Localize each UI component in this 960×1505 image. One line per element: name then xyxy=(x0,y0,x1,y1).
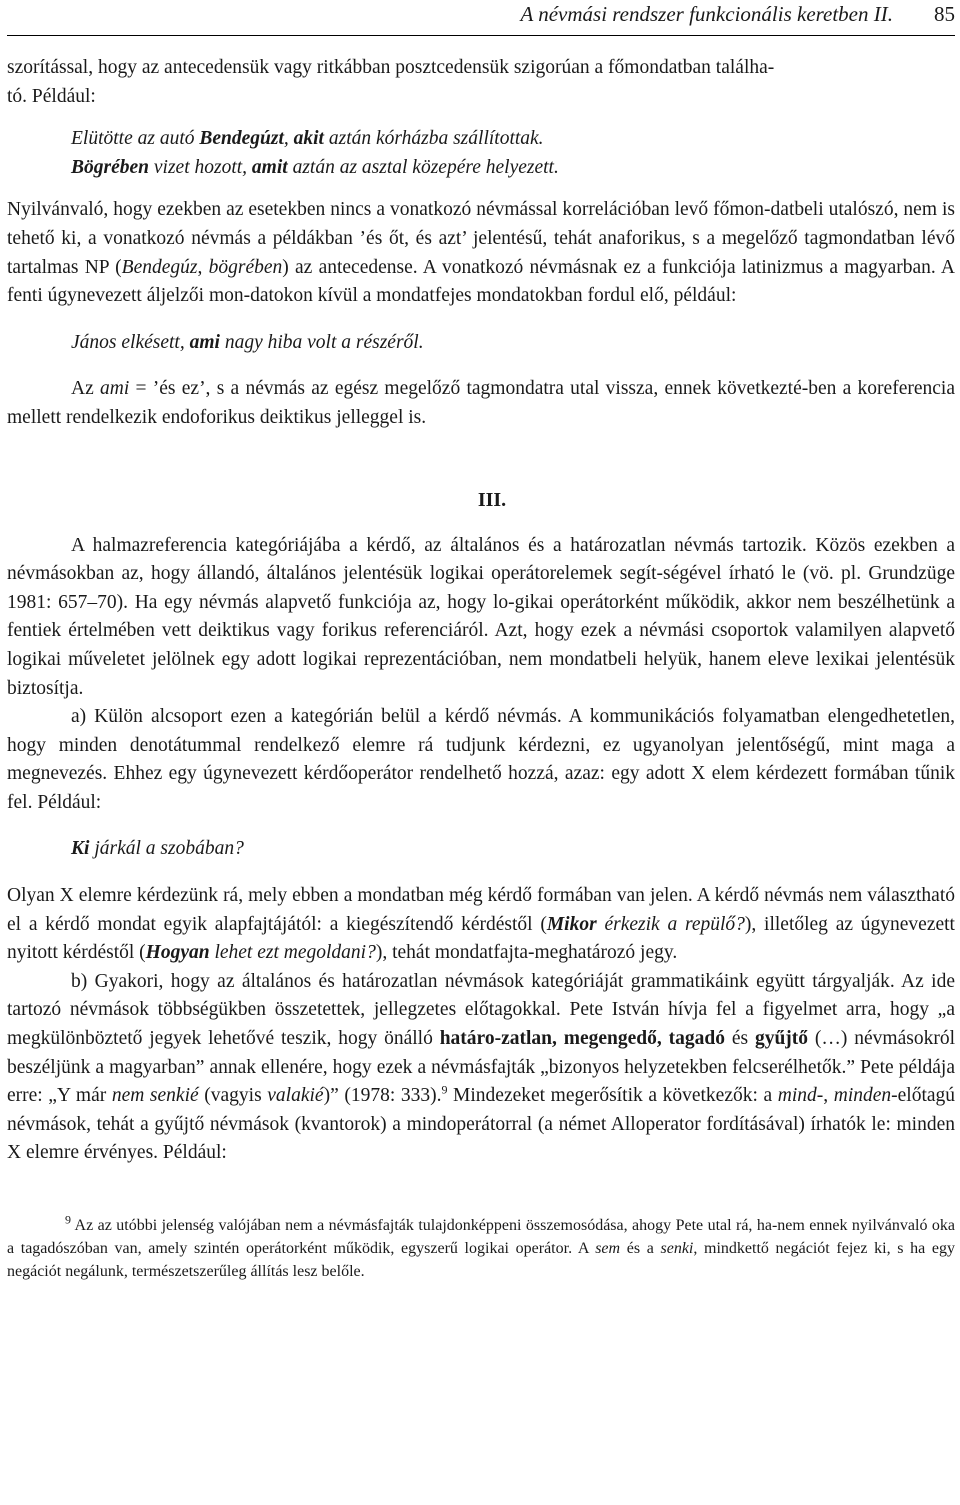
bold-text: amit xyxy=(251,156,288,178)
bold-italic-text: Mikor xyxy=(546,913,597,935)
paragraph-5: a) Külön alcsoport ezen a kategórián belül a kérdő névmás. A kommunikációs folyamatban elengedhetetlen, hogy minden denotátummal rendelkező elemre rá tudjunk kérdezni, ez ugyanolyan jelentőségű, mint maga a megnevezés. Ehhez egy úgynevezett kérdőoperátor rendelhető hozzá, azaz: egy adott X elem kérdezett formában tűnik fel. Például: xyxy=(7,706,955,813)
footnote-text xyxy=(7,1214,955,1283)
paragraph-continuation xyxy=(7,54,955,111)
text: előtagú névmások, tehát a gyűjtő névmások (kvantorok) a mindoperátorral (a német Alloperator fordításával) írhatók le: minden X elemre érvényes. Például: xyxy=(7,1085,956,1164)
text: és xyxy=(724,1028,755,1050)
footnote xyxy=(7,1214,955,1283)
text: Az az utóbbi jelenség valójában nem a névmásfajták tulajdonképpeni összemosódása, ahogy Pete utal rá, ha-nem ennek nyilvánvaló oka a tagadószóban van, amely szintén operátorként működik, egyszerű logikai operátor. A xyxy=(7,1217,955,1257)
paragraph-7 xyxy=(7,968,955,1168)
italic-text: valakié xyxy=(267,1085,324,1107)
text: , xyxy=(283,128,294,150)
text: Nyilvánvaló, hogy ezekben az esetekben nincs a vonatkozó névmással korrelációban levő főmon-datbeli utalószó, nem is tehető ki, a vonatkozó névmás a példákban ’és őt, és azt’ jelentésű, tehát anaforikus, s a megelőző tagmondatban lévő tartalmas NP ( xyxy=(7,199,955,278)
text: Elütötte az autó xyxy=(71,128,200,150)
text: b) Gyakori, hogy az általános és határozatlan névmások kategóriáját grammatikáink együtt tárgyalják. Az ide tartozó névmások többségükben összetettek, jellegzetes előtagokkal. Pete István hívja fel a figyelmet arra, hogy „a megkülönböztető jegyek lehetővé teszik, hogy önálló xyxy=(7,970,955,1050)
bold-text: Bögrében xyxy=(71,156,149,178)
italic-text: lehet ezt megoldani? xyxy=(209,942,376,964)
section-heading: III. xyxy=(477,488,507,511)
text: , xyxy=(823,1085,834,1107)
text: , xyxy=(197,256,209,278)
italic-text: érkezik a repülő? xyxy=(596,913,745,935)
bold-text: ami xyxy=(189,331,220,353)
paragraph-2 xyxy=(7,196,955,310)
text: Olyan X elemre kérdezünk rá, mely ebben a mondatban még kérdő formában van jelen. A kérdő névmás nem választható el a kérdő mondat egyik alapfajtájától: a kiegészítendő kérdéstől ( xyxy=(7,885,955,935)
paragraph-3 xyxy=(7,375,955,432)
example-2 xyxy=(71,154,955,183)
text: nagy hiba volt a részéről. xyxy=(219,331,424,353)
text: járkál a szobában? xyxy=(89,838,244,860)
text: aztán az asztal közepére helyezett. xyxy=(287,156,559,178)
bold-text: határo-zatlan, megengedő, tagadó xyxy=(439,1028,725,1050)
italic-text: Bendegúz xyxy=(121,256,198,278)
example-4 xyxy=(71,835,955,864)
italic-text: ami xyxy=(100,378,130,400)
text: és a xyxy=(620,1240,661,1257)
header-title: A névmási rendszer funkcionális keretben II. xyxy=(520,2,893,26)
p1-line2: tó. Például: xyxy=(7,85,96,107)
p1-line1: szorítással, hogy az antecedensük vagy ritkábban posztcedensük szigorúan a főmondatban találha- xyxy=(7,57,775,78)
example-1 xyxy=(71,125,955,154)
text: ), illetőleg az úgynevezett nyitott kérdéstől ( xyxy=(7,913,955,964)
document-page xyxy=(7,0,955,1283)
italic-text: mind- xyxy=(777,1085,824,1107)
bold-text: Ki xyxy=(71,838,90,860)
paragraph-6 xyxy=(7,882,955,968)
bold-text: gyűjtő xyxy=(754,1028,809,1050)
footnote-reference: 9 xyxy=(441,1082,448,1097)
text: ), tehát mondatfajta-meghatározó jegy. xyxy=(375,942,678,964)
text: )” (1978: 333). xyxy=(323,1085,442,1107)
italic-text: minden- xyxy=(833,1085,898,1107)
running-header xyxy=(7,0,955,38)
italic-text: sem xyxy=(595,1240,621,1257)
bold-text: Bendegúzt xyxy=(199,128,284,150)
text: = ’és ez’, s a névmás az egész megelőző tagmondatra utal vissza, ennek következté-ben a koreferencia mellett rendelkezik endoforikus deiktikus jelleggel is. xyxy=(7,378,955,428)
text: (vagyis xyxy=(198,1085,268,1107)
bold-italic-text: Hogyan xyxy=(145,942,210,964)
text: aztán kórházba szállítottak. xyxy=(323,128,544,150)
footnote-number: 9 xyxy=(65,1212,71,1227)
bold-text: akit xyxy=(293,128,324,150)
page-number: 85 xyxy=(934,2,955,26)
text: vizet hozott, xyxy=(149,156,252,178)
text: János elkésett, xyxy=(71,331,190,353)
text: ) az antecedense. A vonatkozó névmásnak ez a funkciója latinizmus a magyarban. A fenti úgynevezett áljelzői mon-datokon kívül a mondatfejes mondatokban fordul elő, például: xyxy=(7,256,956,307)
paragraph-4: A halmazreferencia kategóriájába a kérdő, az általános és a határozatlan névmás tartozik. Közös ezekben a névmásokban az, hogy állandó, általános jelentésük logikai operátorelemek segít-ségével írható le (vö. pl. Grundzüge 1981: 657–70). Ha egy névmás alapvető funkciója az, hogy lo-gikai operátorként működik, akkor nem beszélhetünk a fentiek értelmében vett deiktikus vagy forikus referenciáról. Azt, hogy ezek a névmási csoportok valamilyen alapvető logikai műveletet jelölnek egy adott logikai reprezentációban, nem mondatbeli helyük, hanem eleve lexikai jelentésük biztosítja. xyxy=(7,534,955,699)
header-rule xyxy=(7,35,955,36)
text: Az xyxy=(71,378,100,400)
text: Mindezeket megerősítik a következők: a xyxy=(447,1085,778,1107)
italic-text: senki xyxy=(660,1240,694,1257)
example-3 xyxy=(71,329,955,358)
italic-text: bögrében xyxy=(208,256,283,278)
italic-text: nem senkié xyxy=(111,1085,199,1107)
text: , mindkettő negációt fejez ki, s ha egy negációt negálunk, természetszerűleg állítás lesz belőle. xyxy=(7,1240,955,1280)
text: (…) névmásokról beszéljünk a magyarban” annak ellenére, hogy ezek a névmásfajták „bizonyos helyzetekben felcserélhetők.” Pete példája erre: „Y már xyxy=(7,1028,955,1107)
